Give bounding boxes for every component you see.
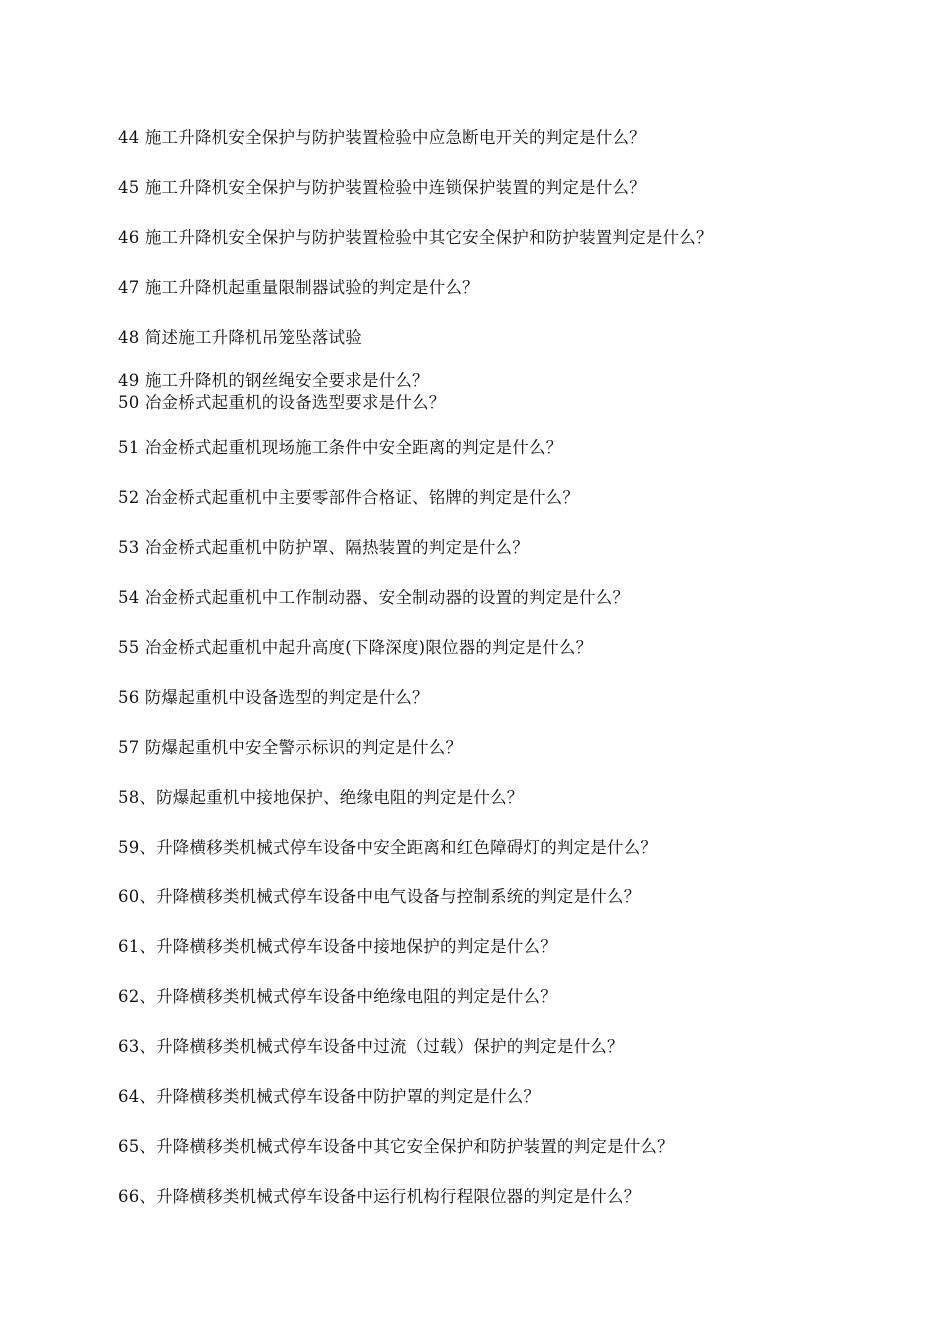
- question-65: 65、升降横移类机械式停车设备中其它安全保护和防护装置的判定是什么？: [118, 1137, 674, 1156]
- question-63: 63、升降横移类机械式停车设备中过流（过载）保护的判定是什么？: [118, 1037, 624, 1056]
- question-58: 58、防爆起重机中接地保护、绝缘电阻的判定是什么？: [118, 788, 524, 807]
- question-62: 62、升降横移类机械式停车设备中绝缘电阻的判定是什么？: [118, 987, 557, 1006]
- question-45: 45 施工升降机安全保护与防护装置检验中连锁保护装置的判定是什么？: [118, 178, 646, 197]
- question-60: 60、升降横移类机械式停车设备中电气设备与控制系统的判定是什么？: [118, 887, 641, 906]
- question-59: 59、升降横移类机械式停车设备中安全距离和红色障碍灯的判定是什么？: [118, 838, 658, 857]
- question-53: 53 冶金桥式起重机中防护罩、隔热装置的判定是什么？: [118, 538, 529, 557]
- question-61: 61、升降横移类机械式停车设备中接地保护的判定是什么？: [118, 937, 557, 956]
- question-51: 51 冶金桥式起重机现场施工条件中安全距离的判定是什么？: [118, 438, 563, 457]
- question-57: 57 防爆起重机中安全警示标识的判定是什么？: [118, 738, 463, 757]
- question-44: 44 施工升降机安全保护与防护装置检验中应急断电开关的判定是什么？: [118, 128, 646, 147]
- question-48: 48 简述施工升降机吊笼坠落试验: [118, 328, 362, 347]
- question-64: 64、升降横移类机械式停车设备中防护罩的判定是什么？: [118, 1087, 541, 1106]
- question-52: 52 冶金桥式起重机中主要零部件合格证、铭牌的判定是什么？: [118, 488, 580, 507]
- question-50: 50 冶金桥式起重机的设备选型要求是什么？: [118, 393, 446, 412]
- question-46: 46 施工升降机安全保护与防护装置检验中其它安全保护和防护装置判定是什么？: [118, 228, 713, 247]
- question-66: 66、升降横移类机械式停车设备中运行机构行程限位器的判定是什么？: [118, 1187, 641, 1206]
- question-56: 56 防爆起重机中设备选型的判定是什么？: [118, 688, 429, 707]
- question-54: 54 冶金桥式起重机中工作制动器、安全制动器的设置的判定是什么？: [118, 588, 630, 607]
- question-47: 47 施工升降机起重量限制器试验的判定是什么？: [118, 278, 479, 297]
- question-55: 55 冶金桥式起重机中起升高度(下降深度)限位器的判定是什么？: [118, 638, 593, 657]
- question-49: 49 施工升降机的钢丝绳安全要求是什么？: [118, 371, 429, 390]
